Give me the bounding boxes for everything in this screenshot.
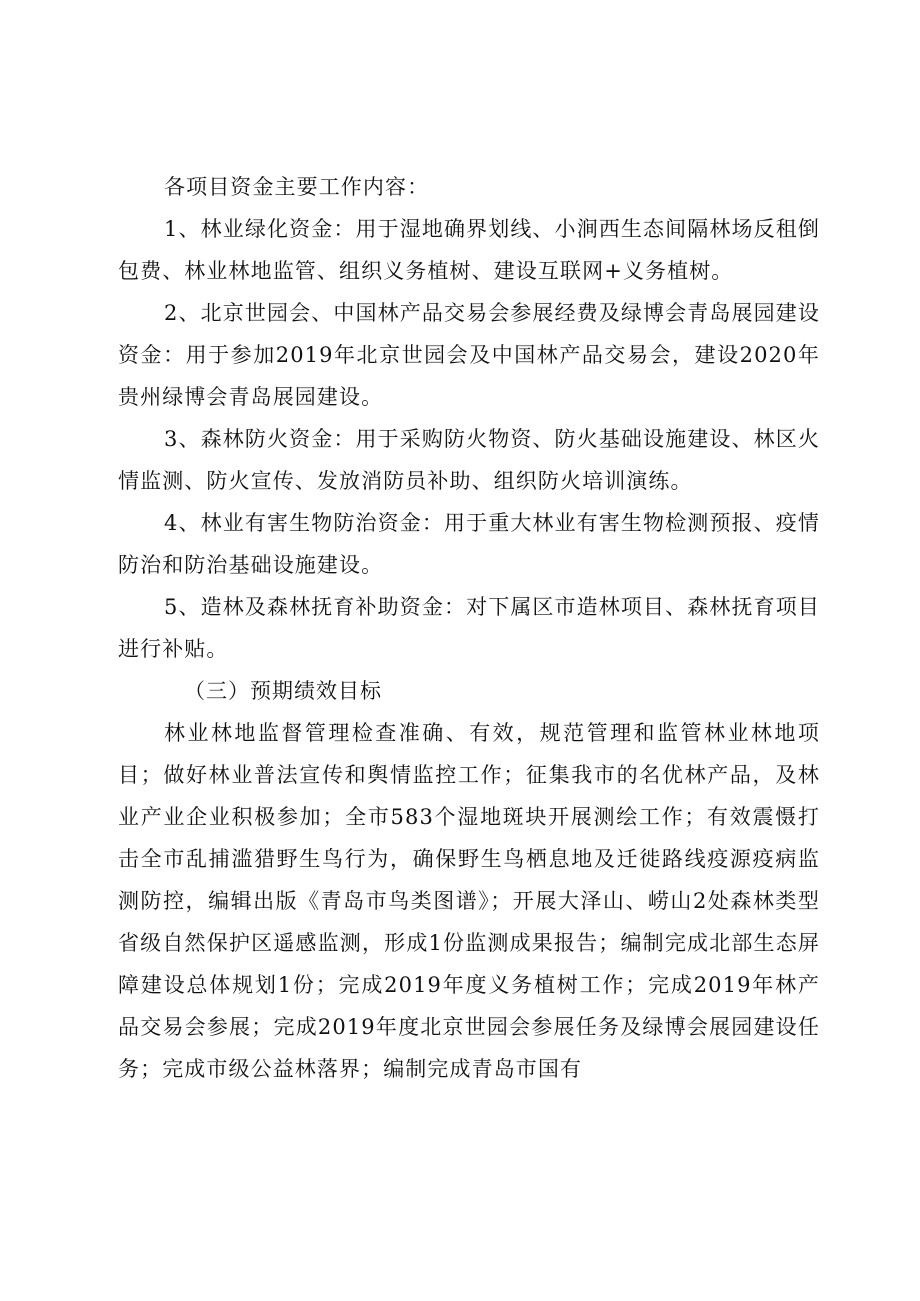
item-3-paragraph: 3、森林防火资金：用于采购防火物资、防火基础设施建设、林区火情监测、防火宣传、发放消防员补助、组织防火培训演练。 [118, 427, 820, 493]
goals-paragraph: 林业林地监督管理检查准确、有效，规范管理和监管林业林地项目；做好林业普法宣传和舆情监控工作；征集我市的名优林产品，及林业产业企业积极参加；全市583个湿地斑块开展测绘工作；有效震慑打击全市乱捕滥猎野生鸟行为，确保野生鸟栖息地及迁徙路线疫源疫病监测防控，编辑出版《青岛市鸟类图谱》；开展大泽山、崂山2处森林类型省级自然保护区遥感监测，形成1份监测成果报告；编制完成北部生态屏障建设总体规划1份；完成2019年度义务植树工作；完成2019年林产品交易会参展；完成2019年度北京世园会参展任务及绿博会展园建设任务；完成市级公益林落界；编制完成青岛市国有 [118, 721, 820, 1081]
intro-paragraph: 各项目资金主要工作内容： [164, 175, 430, 199]
item-4-paragraph: 4、林业有害生物防治资金：用于重大林业有害生物检测预报、疫情防治和防治基础设施建设。 [118, 511, 820, 577]
section-heading-expected-goals: （三）预期绩效目标 [184, 679, 382, 703]
item-2-paragraph: 2、北京世园会、中国林产品交易会参展经费及绿博会青岛展园建设资金：用于参加2019年北京世园会及中国林产品交易会，建设2020年贵州绿博会青岛展园建设。 [118, 301, 820, 409]
item-1-paragraph: 1、林业绿化资金：用于湿地确界划线、小涧西生态间隔林场反租倒包费、林业林地监管、组织义务植树、建设互联网+义务植树。 [118, 217, 820, 283]
item-5-paragraph: 5、造林及森林抚育补助资金：对下属区市造林项目、森林抚育项目进行补贴。 [118, 595, 820, 661]
document-body [118, 166, 820, 1090]
